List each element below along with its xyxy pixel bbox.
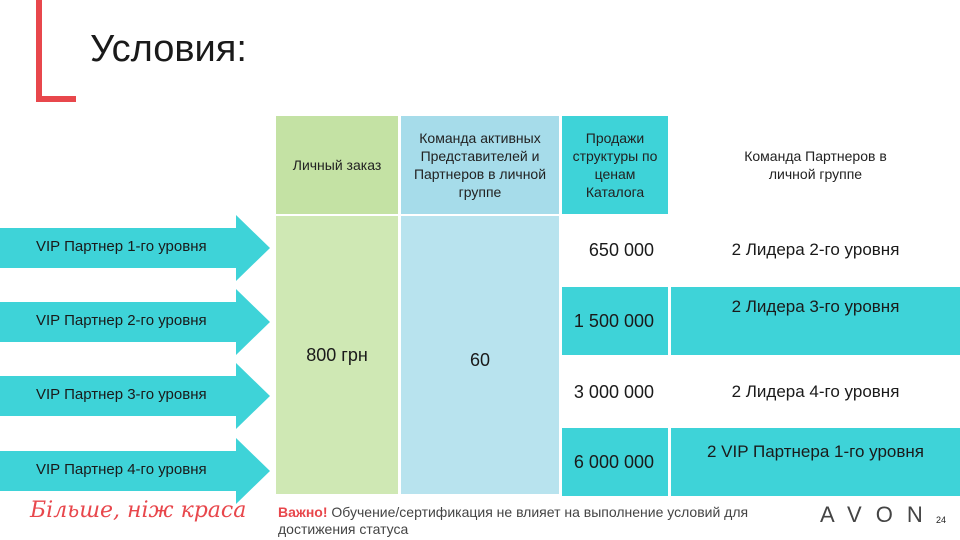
- page-title: Условия:: [90, 28, 247, 70]
- team-value-3: 2 Лидера 4-го уровня: [731, 382, 900, 401]
- team-active-value: 60: [469, 349, 491, 370]
- team-cell-2: [671, 287, 960, 355]
- personal-order-value: 800 грн: [306, 344, 368, 365]
- sales-cell-2: [562, 287, 668, 355]
- team-active-cell: [401, 216, 559, 494]
- header-team-active: [401, 116, 559, 214]
- level-label-1: VIP Партнер 1-го уровня: [36, 238, 207, 255]
- team-value-1: 2 Лидера 2-го уровня: [731, 240, 900, 259]
- sales-cell-4: [562, 428, 668, 496]
- important-note-bold: Важно!: [278, 504, 328, 520]
- sales-cell-3: [562, 358, 668, 426]
- header-sales: [562, 116, 668, 214]
- important-note-text: Обучение/сертификация не влияет на выполнение условий для достижения статуса: [278, 504, 749, 537]
- header-team-partners-label: Команда Партнеров в личной группе: [744, 148, 887, 182]
- header-personal-order: [276, 116, 398, 214]
- level-arrow-1: [0, 215, 270, 281]
- header-team-active-label: Команда активных Представителей и Партнеров в личной группе: [413, 130, 547, 200]
- important-note: [278, 504, 808, 538]
- sales-value-4: 6 000 000: [573, 451, 654, 472]
- slogan: Більше, ніж краса: [30, 498, 247, 523]
- sales-value-1: 650 000: [588, 239, 654, 260]
- sales-value-3: 3 000 000: [573, 381, 654, 402]
- level-arrow-3: [0, 363, 270, 429]
- corner-bracket-decoration: [36, 0, 76, 102]
- avon-logo: AVON: [820, 502, 937, 527]
- header-sales-label: Продажи структуры по ценам Каталога: [572, 130, 658, 200]
- sales-cell-1: [562, 216, 668, 284]
- team-value-4: 2 VIP Партнера 1-го уровня: [707, 442, 924, 461]
- team-cell-3: [671, 358, 960, 426]
- team-cell-1: [671, 216, 960, 284]
- level-arrow-4: [0, 438, 270, 504]
- level-label-4: VIP Партнер 4-го уровня: [36, 461, 207, 478]
- team-cell-4: [671, 428, 960, 496]
- header-team-partners: [671, 116, 960, 214]
- team-value-2: 2 Лидера 3-го уровня: [731, 297, 900, 316]
- sales-value-2: 1 500 000: [573, 310, 654, 331]
- header-personal-order-label: Личный заказ: [292, 157, 382, 173]
- page-number: 24: [936, 515, 947, 525]
- personal-order-cell: [276, 216, 398, 494]
- level-label-3: VIP Партнер 3-го уровня: [36, 386, 207, 403]
- level-label-2: VIP Партнер 2-го уровня: [36, 312, 207, 329]
- level-arrow-2: [0, 289, 270, 355]
